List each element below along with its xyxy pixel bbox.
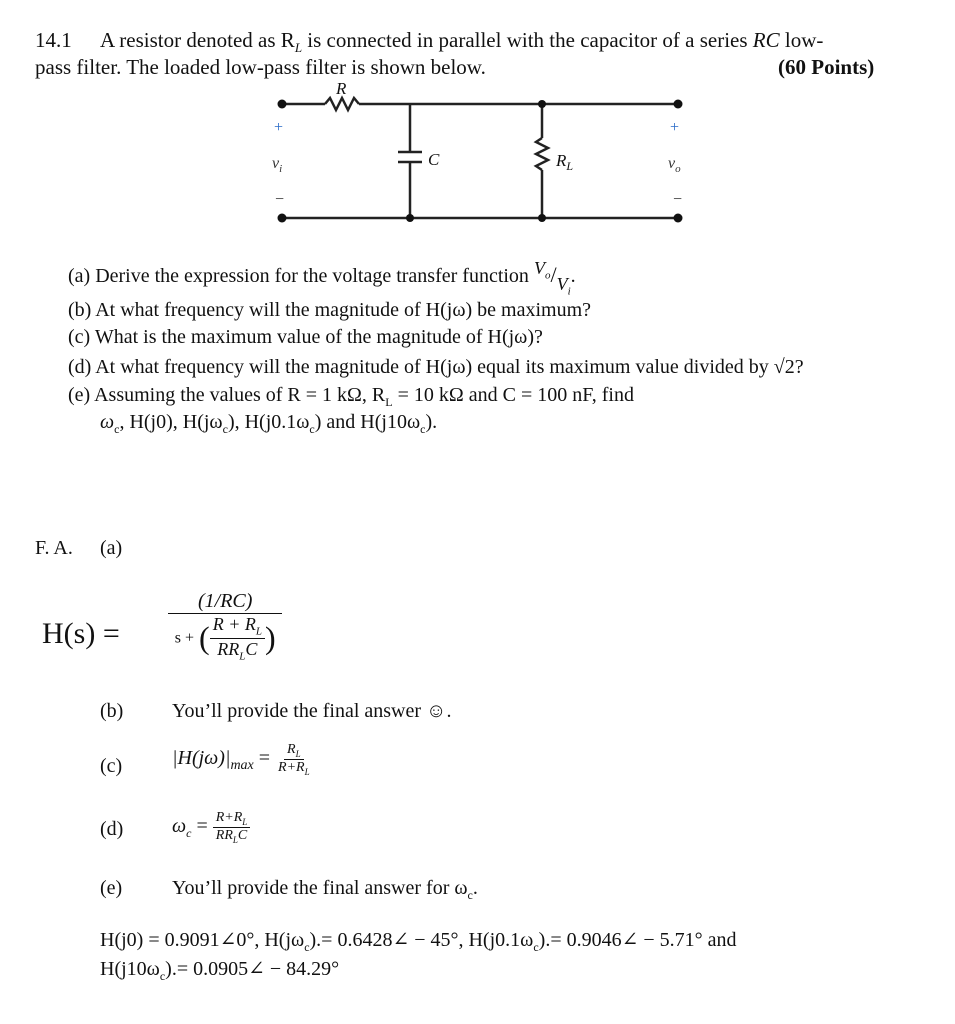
minus-input: − [275, 191, 285, 208]
question-c: (c) What is the maximum value of the magnitude of H(jω)? [68, 326, 543, 348]
label-rl: $R_L$ [556, 151, 574, 173]
answer-a-label: (a) [100, 537, 123, 559]
capacitor-symbol [398, 152, 422, 162]
answer-e-label: (e) [100, 877, 123, 899]
plus-input: + [274, 119, 284, 136]
question-a: (a) Derive the expression for the voltage transfer function $V_o/V_i$. [68, 258, 576, 298]
label-c: C [428, 150, 440, 169]
problem-number: 14.1 [35, 28, 72, 52]
label-r: R [336, 80, 347, 98]
question-e-line1: (e) Assuming the values of R = 1 kΩ, $R_L = 10$ kΩ and C = 100 nF, find [68, 384, 634, 409]
label-vi: $v_i$ [272, 155, 283, 175]
answer-d-label: (d) [100, 818, 124, 840]
answer-b-label: (b) [100, 700, 124, 722]
answer-c-label: (c) [100, 755, 123, 777]
resistor-rl-symbol [536, 138, 548, 170]
junction-bottom-2 [538, 214, 546, 222]
circuit-diagram [260, 80, 700, 230]
label-vo: $v_o$ [668, 155, 681, 175]
results-line1: H(j0) = 0.9091∠0°, $H(j\omega_c).=$ 0.6428∠ − 45°, $H(j0.1\omega_c).=$ 0.9046∠ − 5.71° and [100, 929, 737, 954]
question-e-line2: $\omega_c$, H(j0), $H(j\omega_c)$, $H(j0.1\omega_c)$ and $H(j10\omega_c)$. [100, 411, 438, 436]
transfer-function-lhs: H(s) = [42, 617, 120, 650]
problem-intro-line2: pass filter. The loaded low-pass filter is shown below. [35, 55, 486, 79]
plus-output: + [670, 119, 680, 136]
question-d: (d) At what frequency will the magnitude of H(jω) equal its maximum value divided by √2? [68, 356, 804, 378]
question-b: (b) At what frequency will the magnitude of H(jω) be maximum? [68, 299, 592, 321]
answer-header: F. A. [35, 537, 73, 559]
problem-intro-line1: A resistor denoted as $R_L$ is connected in parallel with the capacitor of a series RC low- [100, 28, 824, 56]
answer-c-formula: $|H(j\omega)|_{max}$ = $\frac{R_L}{R+R_L}$ [172, 742, 310, 777]
junction-top [538, 100, 546, 108]
input-terminal-bottom [278, 214, 287, 223]
answer-d-formula: $\omega_c$ = $\frac{R+R_L}{RR_LC}$ [172, 810, 250, 845]
minus-output: − [673, 191, 683, 208]
input-terminal-top [278, 100, 287, 109]
output-terminal-bottom [674, 214, 683, 223]
answer-e-text: You’ll provide the final answer for $\omega_c$. [172, 877, 478, 902]
output-terminal-top [674, 100, 683, 109]
junction-bottom [406, 214, 414, 222]
resistor-r-symbol [325, 98, 359, 110]
results-line2: $H(j10\omega_c).=$ 0.0905∠ − 84.29° [100, 958, 340, 983]
answer-b-text: You’ll provide the final answer ☺. [172, 700, 452, 722]
points-label: (60 Points) [778, 55, 875, 79]
transfer-function-fraction: (1/RC) s + ( $\frac{R + R_L}{RR_LC}$ ) [168, 590, 282, 662]
